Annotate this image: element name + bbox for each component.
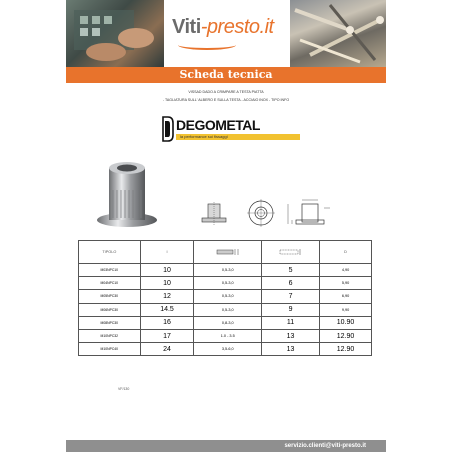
cell-grip: 0,5-3,0 xyxy=(194,290,262,303)
cell-length: 13 xyxy=(262,343,320,356)
header-code: TIPOLO xyxy=(79,241,141,264)
cell-grip: 1.0 - 3.5 xyxy=(194,329,262,342)
cell-diameter: 12 xyxy=(140,290,194,303)
cell-code: M10NPC32 xyxy=(79,329,141,342)
table-row xyxy=(79,290,372,303)
cell-diameter: 17 xyxy=(140,329,194,342)
header-diameter: I xyxy=(140,241,194,264)
degometal-logo-icon xyxy=(162,116,174,142)
cell-head: 5,90 xyxy=(320,277,372,290)
logo-main-text: Viti xyxy=(172,16,201,38)
site-logo[interactable] xyxy=(172,16,274,39)
header-head: D xyxy=(320,241,372,264)
brand-name: DEGOMETAL xyxy=(176,117,260,133)
cell-length: 7 xyxy=(262,290,320,303)
cell-code: M04NPC10 xyxy=(79,277,141,290)
header-length xyxy=(262,241,320,264)
logo-swoosh xyxy=(178,40,236,50)
brand-tagline: la performance sui fissaggi xyxy=(180,134,228,139)
footer-email-link[interactable]: servizio.clienti@viti-presto.it xyxy=(284,443,366,449)
document-code-note: VF/130 xyxy=(118,387,130,391)
cell-head: 12.90 xyxy=(320,329,372,342)
cell-head: 4,90 xyxy=(320,264,372,277)
cell-grip: 0,5-3,0 xyxy=(194,303,262,316)
cell-code: M06NPC30 xyxy=(79,303,141,316)
cell-length: 6 xyxy=(262,277,320,290)
side-section-drawing xyxy=(198,200,230,228)
cell-diameter: 24 xyxy=(140,343,194,356)
dimension-drawing xyxy=(284,198,334,230)
length-diagram-icon xyxy=(279,248,303,256)
product-subtitle-line1: VISSAD DADO A CRIMPARE A TESTA PIATTA xyxy=(188,90,264,94)
cell-diameter: 14.5 xyxy=(140,303,194,316)
cell-diameter: 10 xyxy=(140,264,194,277)
table-row xyxy=(79,264,372,277)
table-row xyxy=(79,303,372,316)
table-row xyxy=(79,343,372,356)
cell-length: 13 xyxy=(262,329,320,342)
header-photo-screws xyxy=(290,0,386,67)
cell-head: 12.90 xyxy=(320,343,372,356)
table-row xyxy=(79,316,372,329)
rivet-nut-product-image xyxy=(92,150,162,228)
cell-code: M05NPC30 xyxy=(79,290,141,303)
cell-grip: 0,5-3,0 xyxy=(194,277,262,290)
grip-range-diagram-icon xyxy=(216,248,240,256)
product-subtitle-line2: - TAGLIATURA SULL' ALBERO E SULLA TESTA - ACCIAIO INOX - TIPO INFO xyxy=(162,98,290,102)
cell-diameter: 16 xyxy=(140,316,194,329)
cell-code: M10NPC40 xyxy=(79,343,141,356)
table-row xyxy=(79,277,372,290)
cell-head: 6,90 xyxy=(320,290,372,303)
cell-grip: 0,5-3,0 xyxy=(194,264,262,277)
cell-head: 9,90 xyxy=(320,303,372,316)
logo-accent-text: -presto.it xyxy=(200,16,274,38)
screws-photo-icon xyxy=(290,0,386,67)
header-photo-tools xyxy=(66,0,164,67)
cell-grip: 3,5-6,0 xyxy=(194,343,262,356)
cell-length: 9 xyxy=(262,303,320,316)
header-grip xyxy=(194,241,262,264)
page-title: Scheda tecnica xyxy=(179,68,273,81)
cell-length: 11 xyxy=(262,316,320,329)
cell-head: 10.90 xyxy=(320,316,372,329)
cell-code: M08NPC30 xyxy=(79,316,141,329)
table-row xyxy=(79,329,372,342)
table-header-row xyxy=(79,241,372,264)
cell-diameter: 10 xyxy=(140,277,194,290)
tools-photo-icon xyxy=(66,0,164,67)
cell-length: 5 xyxy=(262,264,320,277)
cell-grip: 0,8-3,0 xyxy=(194,316,262,329)
top-view-drawing xyxy=(246,198,276,228)
spec-table xyxy=(78,240,372,356)
cell-code: M03NPC10 xyxy=(79,264,141,277)
